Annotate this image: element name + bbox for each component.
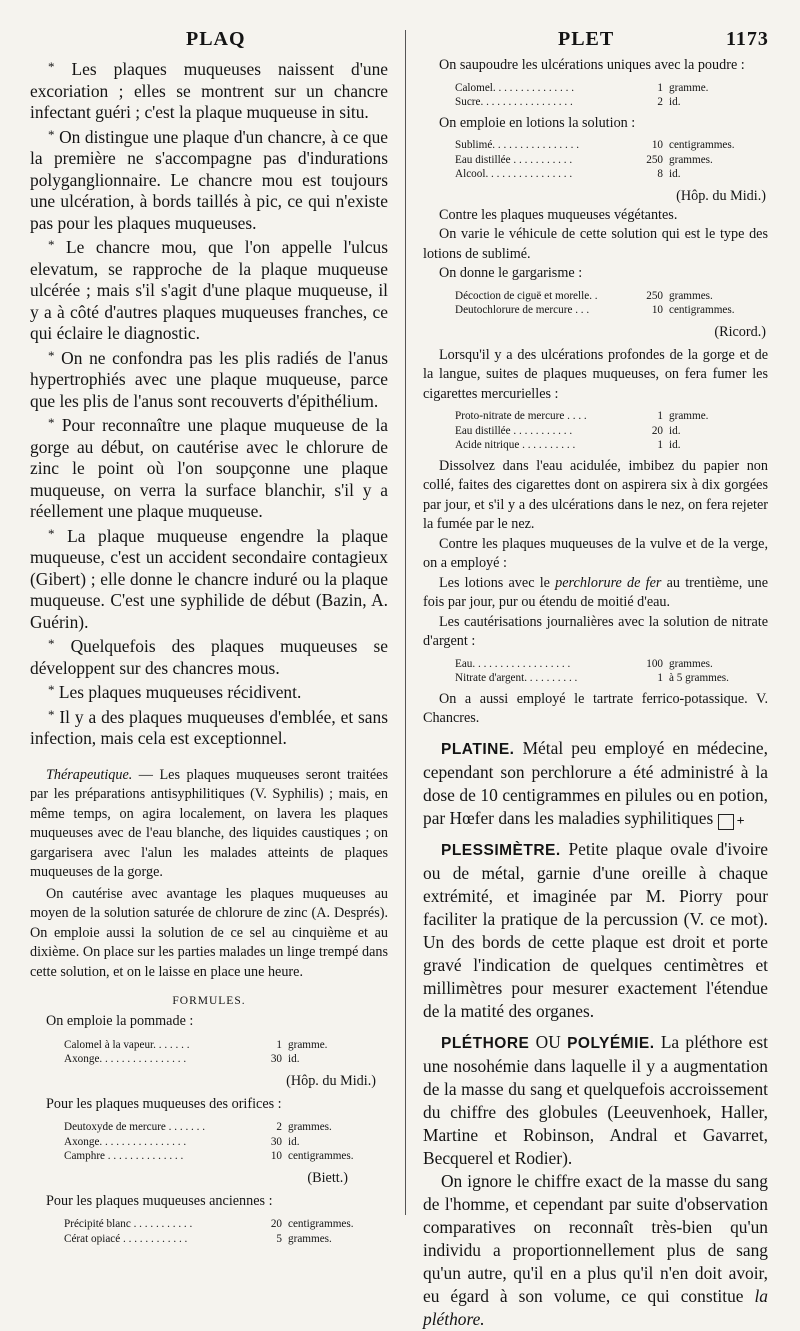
ingredient-unit: id. — [669, 439, 681, 451]
ingredient-unit: gramme. — [288, 1038, 328, 1051]
formula-row — [64, 1135, 388, 1150]
ingredient-name: Sucre. . . . . . . . . . . . . . . . . — [455, 96, 573, 108]
ingredient-quantity: 1 — [657, 439, 663, 451]
ingredient-quantity: 2 — [276, 1121, 282, 1133]
running-head-center: PLET — [558, 28, 615, 50]
perchlorure-italic: perchlorure de fer — [555, 574, 662, 591]
ingredient-quantity: 10 — [651, 139, 663, 151]
formula-row — [64, 1120, 388, 1135]
ingredient-unit: centigrammes. — [288, 1218, 354, 1230]
star-paragraph — [30, 679, 388, 704]
perchlorure-text-b: au trentième, une fois par jour, pur ou étendu de moitié d'eau. — [423, 574, 768, 610]
column-divider — [405, 30, 406, 1215]
star-paragraph — [30, 704, 388, 750]
star-paragraph — [30, 124, 388, 235]
ingredient-quantity: 1 — [276, 1038, 282, 1051]
asterism-icon: * — [48, 682, 55, 697]
ingredient-name: Deutochlorure de mercure . . . — [455, 304, 590, 316]
page-number: 1173 — [726, 28, 769, 50]
therapeutique-text: — Les plaques muqueuses seront traitées par les préparations antisyphilitiques (V. Syphilis) ; mais, en même temps, on agira localement, on lavera les plaques muqueuses avec de l'eau blanche, des liquides caustiques ; on gargarisera avec l'alun les malades atteints de plaques muqueuses de la gorge. — [30, 766, 388, 880]
tartrate-paragraph: On a aussi employé le tartrate ferrico-potassique. V. Chancres. — [423, 690, 768, 726]
lotion-formula — [423, 138, 768, 182]
running-head-left: PLAQ — [186, 28, 246, 50]
star-paragraph — [30, 234, 388, 345]
ingredient-name: Deutoxyde de mercure . . . . . . . — [64, 1121, 206, 1133]
plethore-heading: PLÉTHORE — [441, 1034, 530, 1052]
formula-row — [455, 303, 768, 318]
star-paragraph-text: Les plaques muqueuses récidivent. — [58, 682, 302, 702]
ingredient-quantity: 30 — [270, 1053, 282, 1065]
star-paragraph — [30, 345, 388, 413]
orifices-source: (Biett.) — [307, 1169, 348, 1186]
anciennes-formula — [30, 1217, 388, 1246]
orifices-intro: Pour les plaques muqueuses des orifices : — [46, 1095, 282, 1112]
lotion-intro: On emploie en lotions la solution : — [439, 114, 636, 131]
star-paragraph-text: Les plaques muqueuses naissent d'une excoriation ; elles se montrent sur un chancre infectant guéri ; c'est la plaque muqueuse in situ. — [30, 59, 388, 122]
cauterise-paragraph: On cautérise avec avantage les plaques muqueuses au moyen de la solution saturée de chlorure de zinc (A. Després). On emploie aussi la solution de ce sel au cinquième et au dixième. On place sur les parties malades un linge trempé dans cette solution, et on le laisse en place une heure. — [30, 885, 388, 980]
ingredient-unit: grammes. — [288, 1232, 332, 1245]
vulve-paragraph: Contre les plaques muqueuses de la vulve et de la verge, on a employé : — [423, 535, 768, 571]
ingredient-name: Calomel à la vapeur. . . . . . . — [64, 1038, 190, 1051]
left-column — [30, 56, 388, 1250]
formula-row — [455, 438, 768, 453]
ingredient-unit: id. — [288, 1053, 300, 1065]
plessimetre-text: Petite plaque ovale d'ivoire ou de métal, garnie d'une oreille à chaque extrémité, et imaginée par M. Piorry pour faciliter la pratique de la percussion (V. ce mot). Un des bords de cette plaque est droit et porte gravé l'indication de quelques centimètres et millimètres pour mesurer exactement l'étendue de la matité des organes. — [423, 838, 768, 1021]
cauterisations-paragraph: Les cautérisations journalières avec la solution de nitrate d'argent : — [423, 613, 768, 649]
ingredient-quantity: 250 — [646, 153, 663, 166]
ingredient-unit: centigrammes. — [288, 1150, 354, 1162]
ingredient-name: Camphre . . . . . . . . . . . . . . — [64, 1150, 184, 1162]
formula-row — [455, 289, 768, 304]
platine-heading: PLATINE. — [441, 740, 515, 758]
ingredient-unit: grammes. — [669, 153, 713, 166]
ingredient-name: Proto-nitrate de mercure . . . . — [455, 410, 587, 422]
asterism-icon: * — [48, 636, 55, 651]
anciennes-intro: Pour les plaques muqueuses anciennes : — [46, 1192, 273, 1209]
nitrate-formula — [423, 657, 768, 686]
ingredient-name: Axonge. . . . . . . . . . . . . . . . — [64, 1135, 187, 1148]
plethore-text: La pléthore est une nosohémie dans laquelle il y a augmentation de la masse du sang et quelquefois accroissement du chiffre des globules (Leeuvenhoek, Haller, Martine et Robinson, Andral et Gavarret, Becquerel et Rodier). — [423, 1031, 768, 1168]
ingredient-quantity: 20 — [651, 424, 663, 437]
ingredient-unit: centigrammes. — [669, 304, 735, 316]
ingredient-name: Précipité blanc . . . . . . . . . . . — [64, 1218, 193, 1230]
poudre-formula — [423, 81, 768, 110]
ingredient-quantity: 250 — [646, 289, 663, 302]
ingredient-unit: gramme. — [669, 410, 709, 422]
ingredient-name: Eau. . . . . . . . . . . . . . . . . . — [455, 657, 571, 670]
dissolvez-paragraph: Dissolvez dans l'eau acidulée, imbibez du papier non collé, faites des cigarettes dont on aspirera six à dix gorgées par jour, et s'il y a des ulcérations dans le nez, on fera rejeter la fumée par le nez. — [423, 457, 768, 532]
formula-row — [455, 657, 768, 672]
pommade-source: (Hôp. du Midi.) — [286, 1072, 376, 1089]
asterism-icon: * — [48, 347, 55, 363]
formula-row — [455, 81, 768, 96]
ignore-italic: la pléthore. — [423, 1285, 768, 1329]
pommade-formula — [30, 1038, 388, 1067]
pommade-intro: On emploie la pommade : — [46, 1013, 194, 1029]
formula-row — [64, 1232, 388, 1247]
ingredient-quantity: 30 — [270, 1135, 282, 1148]
formula-row — [455, 95, 768, 110]
ingredient-name: Sublimé. . . . . . . . . . . . . . . . — [455, 139, 579, 151]
formula-row — [64, 1052, 388, 1067]
star-paragraph — [30, 412, 388, 523]
ingredient-name: Acide nitrique . . . . . . . . . . — [455, 439, 576, 451]
ingredient-quantity: 1 — [657, 672, 663, 684]
lotion-source: (Hôp. du Midi.) — [676, 187, 766, 204]
right-column — [423, 56, 768, 1331]
formula-row — [455, 138, 768, 153]
ingredient-quantity: 1 — [657, 410, 663, 422]
ignore-paragraph — [423, 1170, 768, 1331]
formula-row — [455, 424, 768, 439]
ingredient-unit: id. — [669, 96, 681, 108]
star-paragraph-text: On ne confondra pas les plis radiés de l'anus hypertrophiés avec une plaque muqueuse, parce que les plis de l'anus sont recouverts d'épithélium. — [30, 347, 388, 411]
ingredient-quantity: 1 — [657, 81, 663, 94]
ingredient-quantity: 8 — [657, 168, 663, 180]
asterism-icon: * — [48, 59, 55, 74]
ingredient-quantity: 100 — [646, 657, 663, 670]
ingredient-quantity: 10 — [270, 1150, 282, 1162]
plessimetre-heading: PLESSIMÈTRE. — [441, 841, 561, 859]
ingredient-name: Alcool. . . . . . . . . . . . . . . . — [455, 168, 573, 180]
platine-text: Métal peu employé en médecine, cependant son perchlorure a été administré à la dose de 10 centigrammes en pilules ou en potion, par Hœfer dans les maladies syphilitiques — [423, 737, 768, 828]
plus-box-icon: + — [718, 814, 734, 830]
formula-row — [455, 167, 768, 182]
gargarisme-intro: On donne le gargarisme : — [439, 265, 583, 281]
ingredient-quantity: 20 — [270, 1218, 282, 1230]
star-paragraph-text: La plaque muqueuse engendre la plaque muqueuse, c'est un accident secondaire contagieux (Gibert) ; elle donne le chancre induré ou la plaque muqueuse. C'est une syphilide de début (Bazin, A. Guérin). — [30, 525, 388, 632]
asterism-icon: * — [48, 126, 55, 142]
star-paragraph-text: Quelquefois des plaques muqueuses se développent sur des chancres mous. — [30, 636, 388, 678]
polyemie-heading: POLYÉMIE. — [567, 1034, 655, 1052]
star-paragraph-text: Le chancre mou, que l'on appelle l'ulcus elevatum, se rapproche de la plaque muqueuse ulcérée ; mais s'il s'agit d'une plaque muqueuse, il y a à côté d'autres plaques muqueuses franches, ce qui éclaire le diagnostic. — [30, 237, 388, 343]
star-paragraph — [30, 56, 388, 124]
ingredient-unit: id. — [288, 1135, 300, 1148]
formula-row — [64, 1038, 388, 1053]
ingredient-quantity: 5 — [276, 1232, 282, 1245]
platine-entry — [423, 737, 768, 830]
poudre-intro: On saupoudre les ulcérations uniques avec la poudre : — [439, 57, 745, 73]
star-paragraph-text: Il y a des plaques muqueuses d'emblée, et sans infection, mais cela est exceptionnel. — [30, 706, 388, 748]
ingredient-unit: centigrammes. — [669, 139, 735, 151]
asterism-icon: * — [48, 525, 55, 541]
perchlorure-paragraph — [423, 574, 768, 613]
ingredient-unit: id. — [669, 168, 681, 180]
perchlorure-text-a: Les lotions avec le — [439, 574, 550, 591]
formula-row — [455, 409, 768, 424]
star-paragraph — [30, 523, 388, 634]
ingredient-name: Cérat opiacé . . . . . . . . . . . . — [64, 1232, 188, 1245]
gargarisme-formula — [423, 289, 768, 318]
asterism-icon: * — [48, 237, 55, 252]
ingredient-name: Décoction de ciguë et morelle. . — [455, 289, 598, 302]
star-paragraph-text: Pour reconnaître une plaque muqueuse de la gorge au début, on cautérise avec le chlorure de zinc le point où l'on soupçonne une plaque muqueuse, on verra la surface blanchir, s'il y a réellement une plaque muqueuse. — [30, 415, 388, 521]
plethore-entry — [423, 1031, 768, 1170]
ingredient-quantity: 10 — [651, 304, 663, 316]
varie-paragraph: On varie le véhicule de cette solution qui est le type des lotions de sublimé. — [423, 226, 768, 262]
plessimetre-entry — [423, 838, 768, 1023]
ingredient-name: Eau distillée . . . . . . . . . . . — [455, 153, 573, 166]
ignore-text: On ignore le chiffre exact de la masse du sang de l'homme, et cependant par suite d'observation comparatives on reconnaît très-bien qu'un individu a proportionnellement plus de sang qu'un autre, qu'il en a plus qu'il n'en doit avoir, eu égard à son volume, ce qui constitue — [423, 1170, 768, 1306]
formula-row — [455, 671, 768, 686]
star-paragraph-text: On distingue une plaque d'un chancre, à ce que la première ne s'accompagne pas d'indurations polyganglionnaire. Le chancre mou est toujours une ulcération, à bords taillés à pic, ce qui n'existe pas pour les plaques muqueuses. — [30, 126, 388, 233]
orifices-formula — [30, 1120, 388, 1164]
ingredient-unit: id. — [669, 424, 681, 437]
ingredient-name: Calomel. . . . . . . . . . . . . . . — [455, 81, 575, 94]
asterism-icon: * — [48, 706, 55, 722]
plethore-ou: OU — [535, 1031, 561, 1052]
ingredient-unit: à 5 grammes. — [669, 672, 729, 684]
formula-row — [64, 1149, 388, 1164]
ingredient-unit: gramme. — [669, 81, 709, 94]
ingredient-name: Nitrate d'argent. . . . . . . . . . — [455, 672, 578, 684]
ingredient-name: Eau distillée . . . . . . . . . . . — [455, 424, 573, 437]
formula-row — [64, 1217, 388, 1232]
therapeutique-label: Thérapeutique. — [46, 766, 133, 783]
ingredient-unit: grammes. — [669, 657, 713, 670]
therapeutique-paragraph — [30, 766, 388, 883]
star-paragraph — [30, 633, 388, 679]
ingredient-unit: grammes. — [669, 289, 713, 302]
gargarisme-source: (Ricord.) — [714, 323, 766, 340]
cigarettes-intro: Lorsqu'il y a des ulcérations profondes de la gorge et de la langue, suites de plaques muqueuses, on fera fumer les cigarettes mercurielles : — [423, 346, 768, 402]
cigarettes-formula — [423, 409, 768, 453]
ingredient-name: Axonge. . . . . . . . . . . . . . . . — [64, 1053, 187, 1065]
formules-title: FORMULES. — [172, 995, 246, 1007]
formula-row — [455, 153, 768, 168]
vegetantes-line: Contre les plaques muqueuses végétantes. — [439, 206, 678, 223]
left-paragraphs — [30, 56, 388, 750]
ingredient-unit: grammes. — [288, 1121, 332, 1133]
asterism-icon: * — [48, 415, 55, 430]
ingredient-quantity: 2 — [657, 96, 663, 108]
